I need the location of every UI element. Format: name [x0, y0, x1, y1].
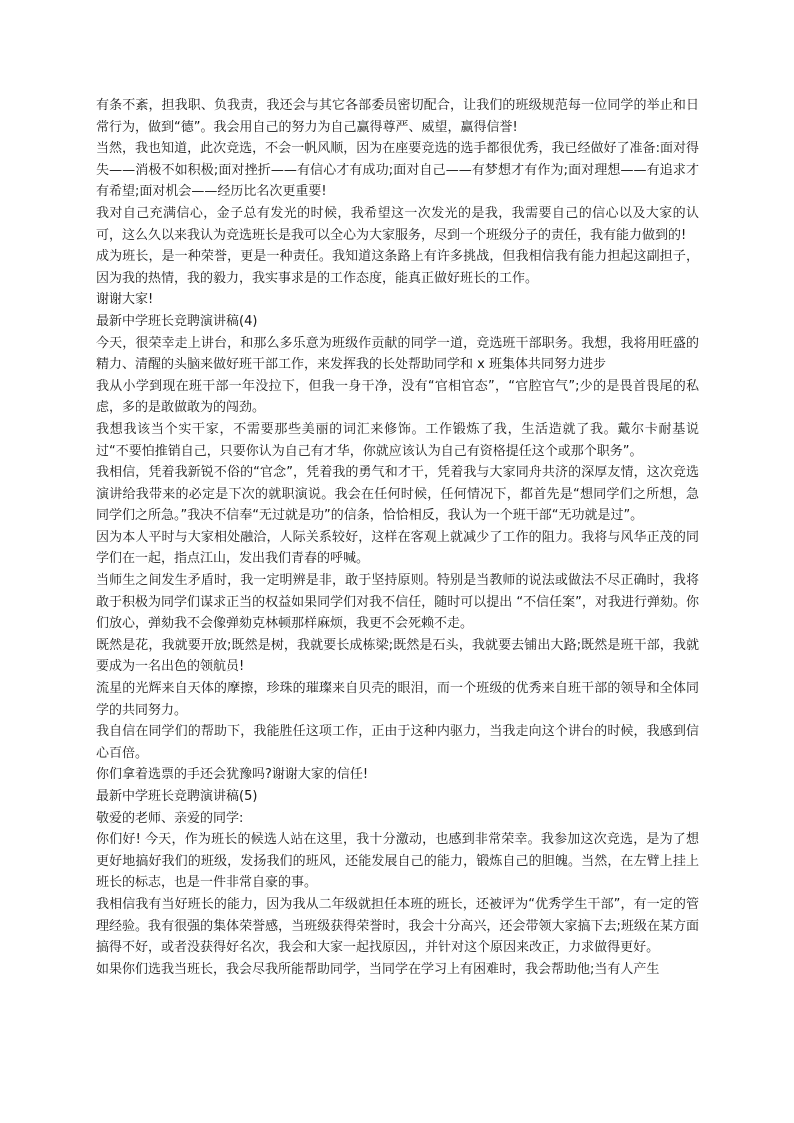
paragraph: 我对自己充满信心，金子总有发光的时候，我希望这一次发光的是我，我需要自己的信心以及大家的认可，这么久以来我认为竞选班长是我可以全心为大家服务，尽到一个班级分子的责任，我有能力做到的!: [96, 205, 699, 243]
paragraph: 当师生之间发生矛盾时，我一定明辨是非，敢于坚持原则。特别是当教师的说法或做法不尽正确时，我将敢于积极为同学们谋求正当的权益如果同学们对我不信任，随时可以提出 “不信任案”，对我进行弹劾。你们放心，弹劾我不会像弹劾克林顿那样麻烦，我更不会死赖不走。: [96, 573, 699, 632]
paragraph: 你们拿着选票的手还会犹豫吗?谢谢大家的信任!: [96, 767, 369, 783]
paragraph: 我想我该当个实干家，不需要那些美丽的词汇来修饰。工作锻炼了我，生活造就了我。戴尔卡耐基说过“不要怕推销自己，只要你认为自己有才华，你就应该认为自己有资格提任这个或那个职务”。: [96, 421, 699, 459]
paragraph: 成为班长，是一种荣誉，更是一种责任。我知道这条路上有许多挑战，但我相信我有能力担起这副担子，因为我的热情，我的毅力，我实事求是的工作态度，能真正做好班长的工作。: [96, 249, 699, 286]
paragraph: 既然是花，我就要开放;既然是树，我就要长成栋梁;既然是石头，我就要去铺出大路;既然是班干部，我就要成为一名出色的领航员!: [96, 637, 699, 675]
paragraph: 今天，很荣幸走上讲台，和那么多乐意为班级作贡献的同学一道，竞选班干部职务。我想，我将用旺盛的精力、清醒的头脑来做好班干部工作，来发挥我的长处帮助同学和 x 班集体共同努力进步: [96, 335, 699, 373]
paragraph: 流星的光辉来自天体的摩擦，珍珠的璀璨来自贝壳的眼泪，而一个班级的优秀来自班干部的领导和全体同学的共同努力。: [96, 681, 699, 718]
document-body: [96, 95, 699, 980]
paragraph: 我自信在同学们的帮助下，我能胜任这项工作，正由于这种内驱力，当我走向这个讲台的时候，我感到信心百倍。: [96, 724, 699, 761]
salutation: 敬爱的老师、亲爱的同学:: [96, 810, 244, 826]
paragraph: 有条不紊，担我职、负我责，我还会与其它各部委员密切配合，让我们的班级规范每一位同学的举止和日常行为，做到“德”。我会用自己的努力为自己赢得尊严、威望，赢得信誉!: [96, 98, 699, 135]
paragraph: 当然，我也知道，此次竞选，不会一帆风顺，因为在座要竞选的选手都很优秀，我已经做好了准备:面对得失——消极不如积极;面对挫折——有信心才有成功;面对自己——有梦想才有作为;面对理想——有追求才有希望;面对机会——经历比名次更重要!: [96, 141, 699, 200]
paragraph: 你们好! 今天，作为班长的候选人站在这里，我十分激动，也感到非常荣幸。我参加这次竞选，是为了想更好地搞好我们的班级，发扬我们的班风，还能发展自己的能力，锻炼自己的胆魄。当然，在左臂上挂上班长的标志，也是一件非常自豪的事。: [96, 832, 699, 891]
paragraph: 我相信，凭着我新锐不俗的“官念”，凭着我的勇气和才干，凭着我与大家同舟共济的深厚友情，这次竞选演讲给我带来的必定是下次的就职演说。我会在任何时候，任何情况下，都首先是“想同学们之所想，急同学们之所急。”我决不信奉“无过就是功”的信条，恰恰相反，我认为一个班干部“无功就是过”。: [96, 465, 699, 524]
paragraph: 谢谢大家!: [96, 292, 154, 308]
paragraph: 我从小学到现在班干部一年没拉下，但我一身干净，没有“官相官态”，“官腔官气”;少的是畏首畏尾的私虑，多的是敢做敢为的闯劲。: [96, 378, 699, 416]
paragraph: 如果你们选我当班长，我会尽我所能帮助同学，当同学在学习上有困难时，我会帮助他;当有人产生: [96, 961, 660, 977]
section-heading: 最新中学班长竞聘演讲稿(5): [96, 789, 258, 804]
paragraph: 因为本人平时与大家相处融洽，人际关系较好，这样在客观上就减少了工作的阻力。我将与风华正茂的同学们在一起，指点江山，发出我们青春的呼喊。: [96, 529, 699, 567]
section-heading: 最新中学班长竞聘演讲稿(4): [96, 313, 258, 329]
paragraph: 我相信我有当好班长的能力，因为我从二年级就担任本班的班长，还被评为“优秀学生干部”，有一定的管理经验。我有很强的集体荣誉感，当班级获得荣誉时，我会十分高兴，还会带领大家搞下去;班级在某方面搞得不好，或者没获得好名次，我会和大家一起找原因,，并针对这个原因来改正，力求做得更好。: [96, 896, 699, 956]
